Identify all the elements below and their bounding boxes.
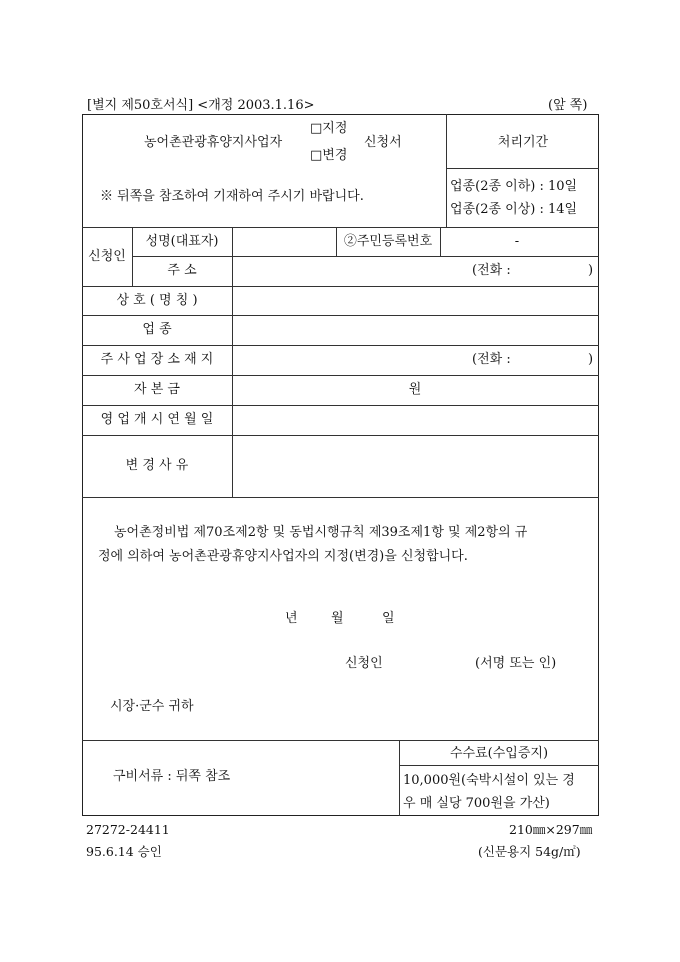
office-location-label: 주 사 업 장 소 재 지 bbox=[100, 352, 214, 367]
open-date-label: 영 업 개 시 연 월 일 bbox=[100, 412, 214, 427]
date-day-label: 일 bbox=[382, 611, 395, 626]
applicant-group-label: 신청인 bbox=[88, 249, 126, 264]
office-phone-label: (전화 : bbox=[472, 352, 511, 367]
form-title: 농어촌관광휴양지사업자 bbox=[144, 135, 283, 150]
office-phone-close: ) bbox=[588, 352, 594, 367]
address-input[interactable] bbox=[233, 257, 469, 285]
resident-number-input[interactable]: - bbox=[514, 234, 520, 249]
representative-name-input[interactable] bbox=[233, 228, 335, 255]
form-number: [별지 제50호서식] <개정 2003.1.16> bbox=[87, 98, 315, 113]
resident-number-label: ②주민등록번호 bbox=[343, 234, 433, 249]
instruction-note: ※ 뒤쪽을 참조하여 기재하여 주시기 바랍니다. bbox=[100, 189, 364, 204]
fee-line-1: 10,000원(숙박시설이 있는 경 bbox=[403, 773, 575, 788]
statement-line-1: 농어촌정비법 제70조제2항 및 동법시행규칙 제39조제1항 및 제2항의 규 bbox=[114, 525, 528, 540]
trade-name-input[interactable] bbox=[233, 287, 598, 314]
address-phone-close: ) bbox=[588, 263, 594, 278]
date-year-label: 년 bbox=[285, 611, 298, 626]
addressee: 시장·군수 귀하 bbox=[110, 699, 194, 714]
form-code: 27272-24411 bbox=[86, 822, 170, 837]
fee-line-2: 우 매 실당 700원을 가산) bbox=[403, 796, 550, 811]
applicant-sign-label: 신청인 bbox=[345, 656, 383, 671]
paper-size: 210㎜×297㎜ bbox=[509, 822, 593, 837]
office-location-input[interactable] bbox=[233, 346, 469, 374]
required-documents: 구비서류 : 뒤쪽 참조 bbox=[113, 769, 231, 784]
address-label: 주 소 bbox=[167, 263, 197, 278]
signature-label[interactable]: (서명 또는 인) bbox=[475, 656, 557, 671]
processing-period-label: 처리기간 bbox=[497, 135, 549, 150]
page-side: (앞 쪽) bbox=[548, 98, 588, 113]
change-reason-label: 변 경 사 유 bbox=[125, 458, 189, 473]
trade-name-label: 상 호 ( 명 칭 ) bbox=[116, 293, 198, 308]
paper-type: (신문용지 54g/㎡) bbox=[478, 844, 581, 859]
designation-checkbox[interactable]: □지정 bbox=[310, 121, 348, 136]
business-type-label: 업 종 bbox=[142, 322, 172, 337]
change-checkbox[interactable]: □변경 bbox=[310, 148, 348, 163]
form-title-suffix: 신청서 bbox=[364, 135, 402, 150]
capital-label: 자 본 금 bbox=[134, 382, 180, 397]
representative-name-label: 성명(대표자) bbox=[145, 234, 219, 249]
open-date-input[interactable] bbox=[233, 406, 598, 434]
processing-period-line2: 업종(2종 이상) : 14일 bbox=[450, 202, 578, 217]
business-type-input[interactable] bbox=[233, 316, 598, 344]
fee-label: 수수료(수입증지) bbox=[449, 746, 549, 761]
capital-unit: 원 bbox=[408, 382, 422, 397]
statement-line-2: 정에 의하여 농어촌관광휴양지사업자의 지정(변경)을 신청합니다. bbox=[98, 549, 468, 564]
change-reason-input[interactable] bbox=[233, 436, 598, 496]
address-phone-label: (전화 : bbox=[472, 263, 511, 278]
processing-period-line1: 업종(2종 이하) : 10일 bbox=[450, 179, 578, 194]
approval-date: 95.6.14 승인 bbox=[86, 844, 162, 859]
date-month-label: 월 bbox=[331, 611, 344, 626]
capital-input[interactable] bbox=[233, 376, 403, 404]
